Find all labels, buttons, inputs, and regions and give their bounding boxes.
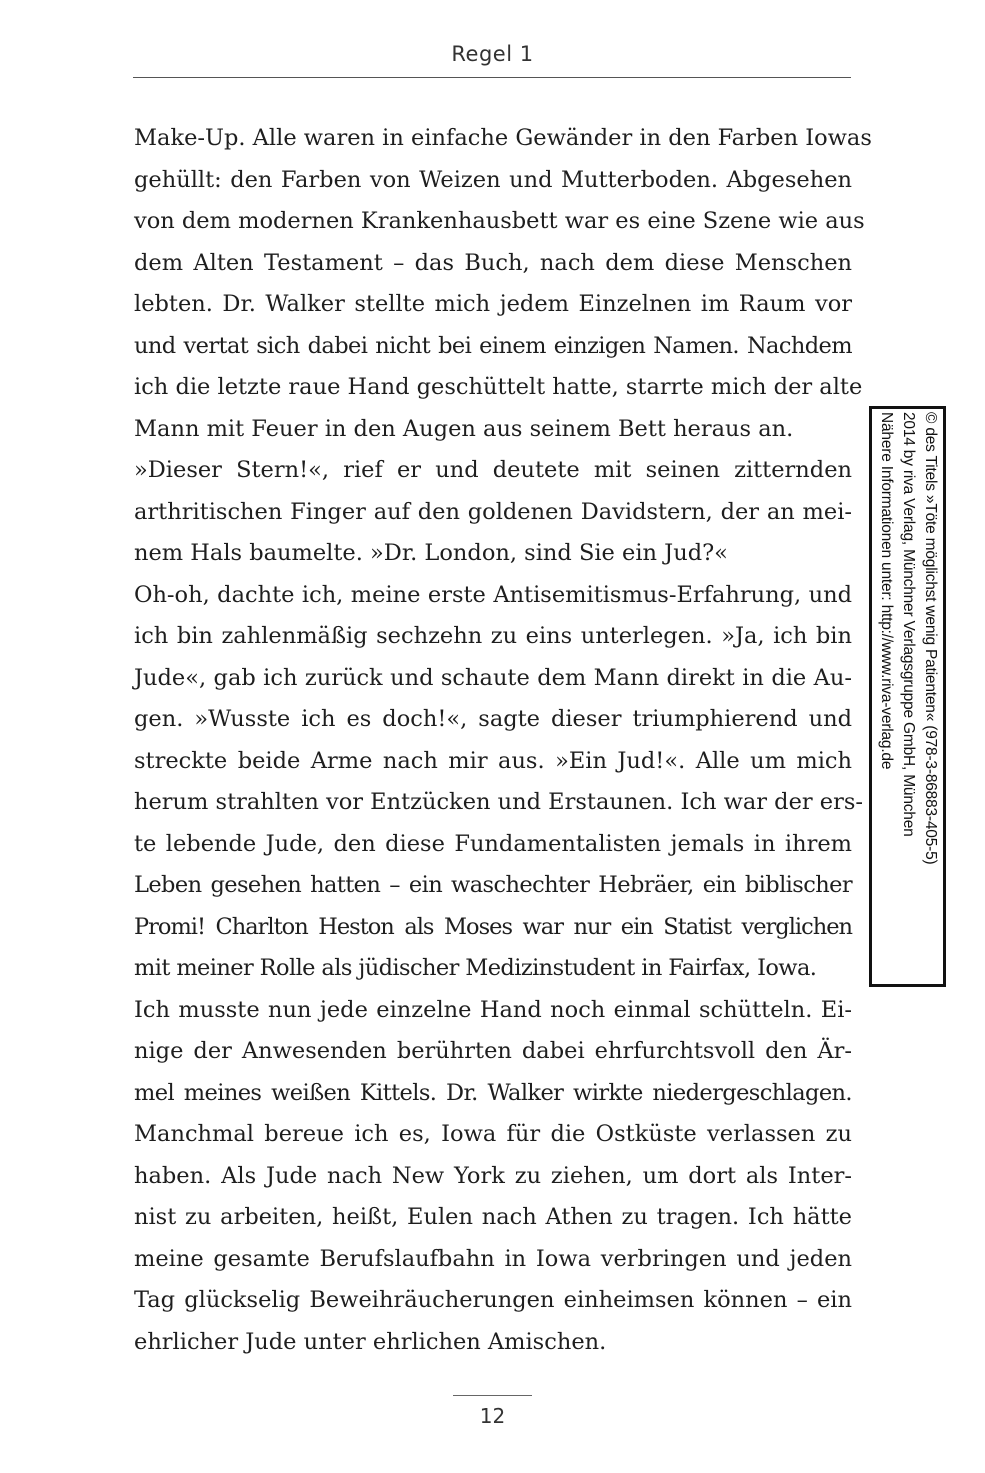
copyright-notice xyxy=(875,412,941,982)
text-line: arthritischen Finger auf den goldenen Davidstern, der an mei- xyxy=(134,498,852,525)
copyright-line: 2014 by riva Verlag, Münchner Verlagsgruppe GmbH, München xyxy=(899,411,917,837)
text-line: Leben gesehen hatten – ein waschechter Hebräer, ein biblischer xyxy=(134,872,852,898)
copyright-line: Nähere Informationen unter: http://www.riva-verlag.de xyxy=(877,411,895,769)
text-line: nem Hals baumelte. »Dr. London, sind Sie ein Jud?« xyxy=(134,540,728,566)
page-number: 12 xyxy=(479,1404,506,1428)
text-line: te lebende Jude, den diese Fundamentalisten jemals in ihrem xyxy=(134,830,852,857)
text-line: »Dieser Stern!«, rief er und deutete mit seinen zitternden xyxy=(134,457,852,483)
text-line: meine gesamte Berufslaufbahn in Iowa verbringen und jeden xyxy=(134,1245,852,1272)
text-line: Jude«, gab ich zurück und schaute dem Mann direkt in die Au- xyxy=(134,664,852,691)
text-line: Ich musste nun jede einzelne Hand noch einmal schütteln. Ei- xyxy=(134,996,852,1023)
text-line: Manchmal bereue ich es, Iowa für die Ostküste verlassen zu xyxy=(134,1121,852,1147)
text-line: nist zu arbeiten, heißt, Eulen nach Athen zu tragen. Ich hätte xyxy=(134,1204,852,1230)
text-line: gehüllt: den Farben von Weizen und Mutterboden. Abgesehen xyxy=(134,166,852,193)
text-line: nige der Anwesenden berührten dabei ehrfurchtsvoll den Är- xyxy=(134,1038,852,1064)
header-rule xyxy=(133,77,851,78)
text-line: ich bin zahlenmäßig sechzehn zu eins unterlegen. »Ja, ich bin xyxy=(134,623,852,649)
running-title: Regel 1 xyxy=(451,42,534,66)
text-line: von dem modernen Krankenhausbett war es eine Szene wie aus xyxy=(134,208,865,234)
text-line: Oh-oh, dachte ich, meine erste Antisemitismus-Erfahrung, und xyxy=(134,581,852,608)
footer-rule xyxy=(453,1395,532,1396)
text-line: haben. Als Jude nach New York zu ziehen, um dort als Inter- xyxy=(134,1162,852,1189)
text-line: ehrlicher Jude unter ehrlichen Amischen. xyxy=(134,1328,607,1355)
text-line: dem Alten Testament – das Buch, nach dem diese Menschen xyxy=(134,249,852,276)
text-line: herum strahlten vor Entzücken und Erstaunen. Ich war der ers- xyxy=(134,789,864,815)
text-line: Tag glückselig Beweihräucherungen einheimsen können – ein xyxy=(134,1287,852,1313)
body-text xyxy=(134,118,872,1363)
copyright-notice-box xyxy=(869,406,946,987)
text-line: Promi! Charlton Heston als Moses war nur ein Statist verglichen xyxy=(134,913,852,940)
text-line: gen. »Wusste ich es doch!«, sagte dieser triumphierend und xyxy=(134,706,852,732)
text-line: lebten. Dr. Walker stellte mich jedem Einzelnen im Raum vor xyxy=(134,291,852,317)
text-line: mel meines weißen Kittels. Dr. Walker wirkte niedergeschlagen. xyxy=(134,1079,852,1106)
copyright-line: © des Titels »Töte möglichst wenig Patienten« (978-3-86883-405-5) xyxy=(921,411,939,864)
text-line: und vertat sich dabei nicht bei einem einzigen Namen. Nachdem xyxy=(134,332,852,359)
text-line: streckte beide Arme nach mir aus. »Ein Jud!«. Alle um mich xyxy=(134,747,852,774)
text-line: Make-Up. Alle waren in einfache Gewänder in den Farben Iowas xyxy=(134,125,872,151)
text-line: ich die letzte raue Hand geschüttelt hatte, starrte mich der alte xyxy=(134,374,863,400)
text-line: mit meiner Rolle als jüdischer Medizinstudent in Fairfax, Iowa. xyxy=(134,955,817,981)
text-line: Mann mit Feuer in den Augen aus seinem Bett heraus an. xyxy=(134,415,794,442)
